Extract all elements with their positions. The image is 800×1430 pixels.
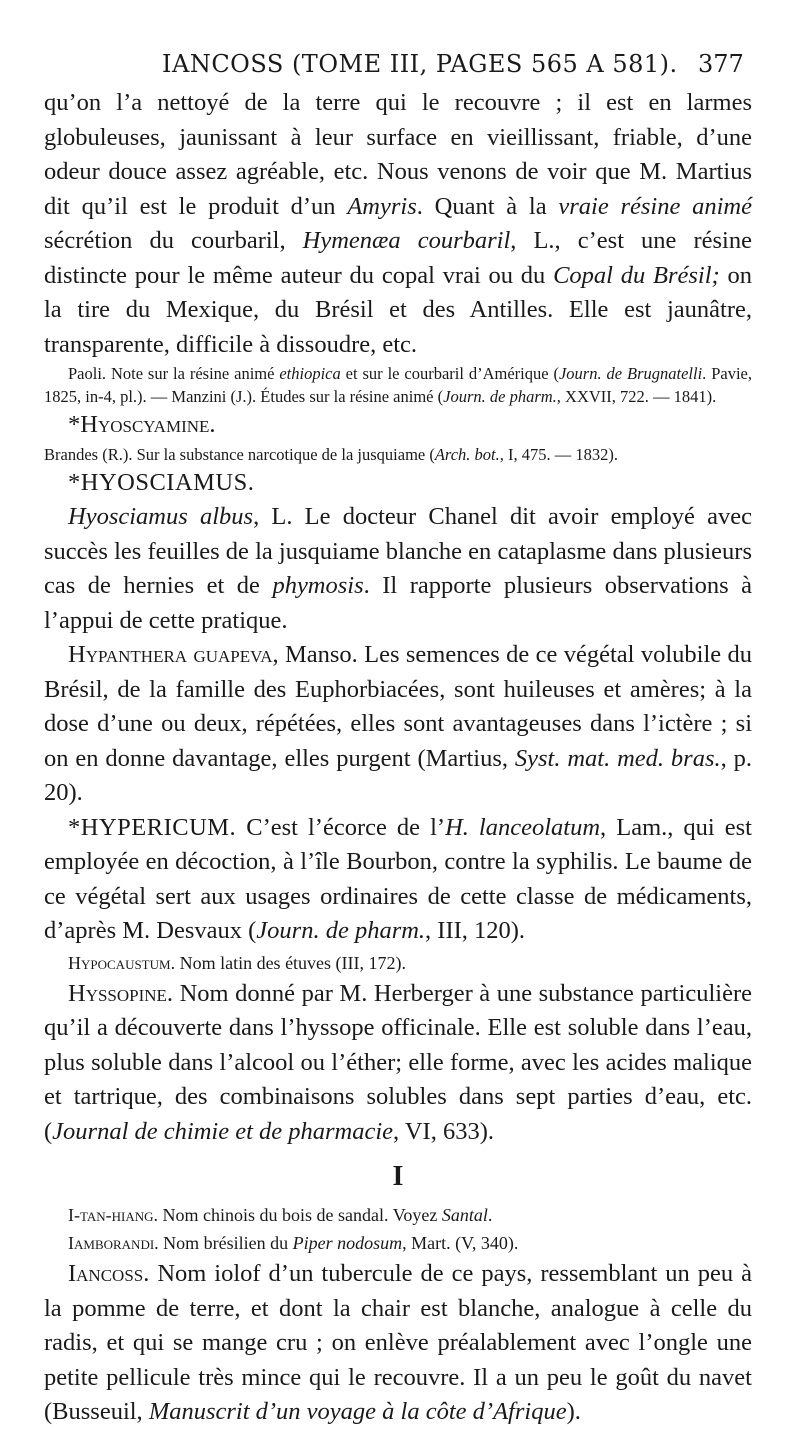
running-header [0, 50, 800, 86]
reference-resine-anime: Paoli. Note sur la résine animé ethiopica et sur le courbaril d’Amérique (Journ. de Brugnatelli. Pavie, 1825, in-4, pl.). — Manzini (J.). Études sur la résine animé (Journ. de pharm., XXVII, 722. — 1841). [44, 364, 752, 406]
entry-hypocaustum: Hypocaustum. Nom latin des étuves (III, 172). [68, 952, 407, 973]
page-number: 377 [698, 50, 744, 78]
entry-iancoss: Iancoss. Nom iolof d’un tubercule de ce pays, ressemblant un peu à la pomme de terre, et dont la chair est blanche, analogue à celle du radis, et qui se mange cru ; on enlève préalablement avec l’ongle une petite pellicule très mince qui le recouvre. Il a un peu le goût du navet (Busseuil, Manuscrit d’un voyage à la côte d’Afrique). [44, 1260, 752, 1425]
entry-head-hyoscyamine: *Hyoscyamine. [68, 411, 216, 438]
header-title: IANCOSS (TOME III, PAGES 565 A 581). [162, 50, 678, 78]
section-letter: I [392, 1161, 404, 1192]
entry-hypericum: *HYPERICUM. C’est l’écorce de l’H. lanceolatum, Lam., qui est employée en décoction, à l’île Bourbon, contre la syphilis. Le baume de ce végétal sert aux usages ordinaires de cette classe de médicaments, d’après M. Desvaux (Journ. de pharm., III, 120). [44, 813, 752, 944]
entry-head-hyosciamus: *HYOSCIAMUS. [68, 468, 255, 496]
entry-hypanthera: Hypanthera guapeva, Manso. Les semences de ce végétal volubile du Brésil, de la famille des Euphorbiacées, sont huileuses et amères; à la dose d’une ou deux, répétées, elles sont avantageuses dans l’ictère ; si on en donne davantage, elles purgent (Martius, Syst. mat. med. bras., p. 20). [44, 641, 753, 806]
entry-hyssopine: Hyssopine. Nom donné par M. Herberger à une substance particulière qu’il a découverte dans l’hyssope officinale. Elle est soluble dans l’eau, plus soluble dans l’alcool ou l’éther; elle forme, avec les acides malique et tartrique, des combinaisons solubles dans sept parties d’eau, etc. (Journal de chimie et de pharmacie, VI, 633). [44, 979, 752, 1145]
paragraph-resine-anime: qu’on l’a nettoyé de la terre qui le recouvre ; il est en larmes globuleuses, jaunissant à leur surface en vieillissant, friable, d’une odeur douce assez agréable, etc. Nous venons de voir que M. Martius dit qu’il est le produit d’un Amyris. Quant à la vraie résine animé sécrétion du courbaril, Hymenæa courbaril, L., c’est une résine distincte pour le même auteur du copal vrai ou du Copal du Brésil; on la tire du Mexique, du Brésil et des Antilles. Elle est jaunâtre, transparente, difficile à dissoudre, etc. [44, 89, 752, 358]
entry-i-tan-hiang: I-tan-hiang. Nom chinois du bois de sandal. Voyez Santal. [68, 1205, 493, 1225]
page-body [44, 86, 752, 1430]
entry-iamborandi: Iamborandi. Nom brésilien du Piper nodosum, Mart. (V, 340). [68, 1233, 519, 1253]
entry-hyosciamus: Hyosciamus albus, L. Le docteur Chanel dit avoir employé avec succès les feuilles de la jusquiame blanche en cataplasme dans plusieurs cas de hernies et de phymosis. Il rapporte plusieurs observations à l’appui de cette pratique. [44, 503, 753, 634]
reference-hyoscyamine: Brandes (R.). Sur la substance narcotique de la jusquiame (Arch. bot., I, 475. — 1832). [44, 444, 619, 464]
